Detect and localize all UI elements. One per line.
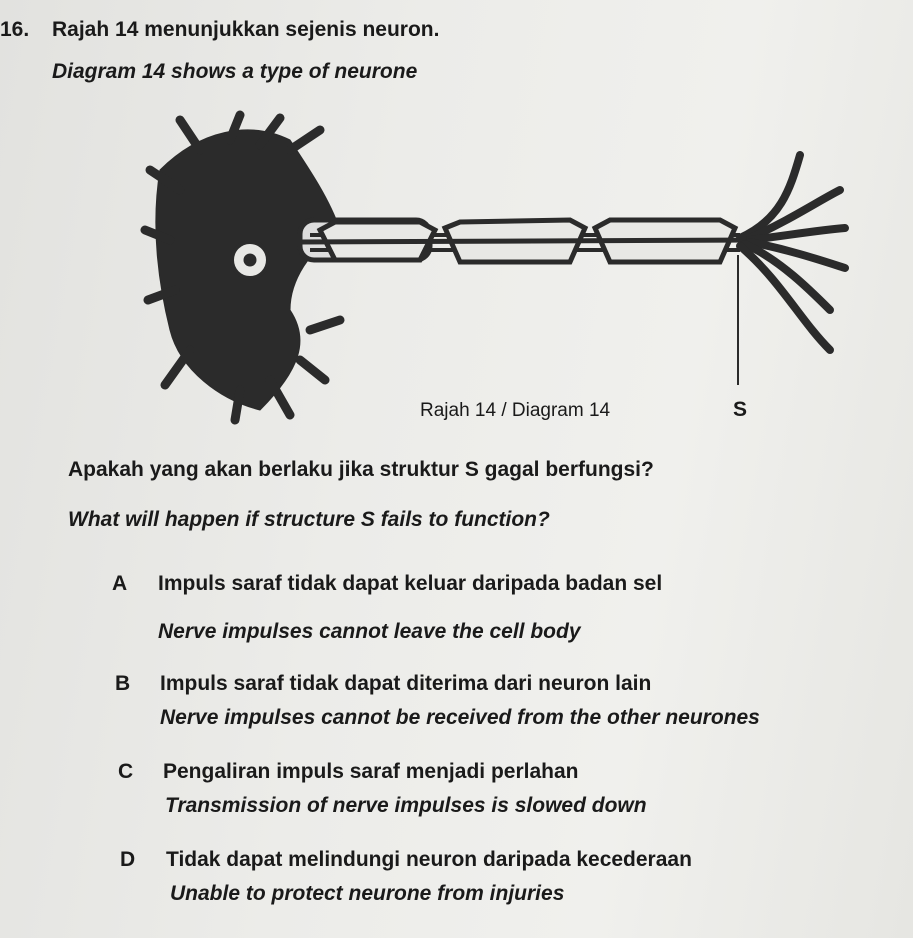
option-letter: D [120,848,136,871]
prompt-ms: Apakah yang akan berlaku jika struktur S gagal berfungsi? [68,458,654,481]
diagram-caption: Rajah 14 / Diagram 14 [420,400,611,421]
axon-terminals [740,155,845,350]
prompt-en: What will happen if structure S fails to function? [68,508,550,531]
option-text-en: Unable to protect neurone from injuries [170,882,565,905]
question-stem-ms: Rajah 14 menunjukkan sejenis neuron. [52,18,440,41]
label-s: S [733,398,748,421]
axon [300,240,760,242]
neuron-diagram [140,110,860,430]
question-number: 16. [0,18,30,41]
question-stem-en: Diagram 14 shows a type of neurone [52,60,418,83]
option-text-en: Nerve impulses cannot be received from the other neurones [160,706,760,729]
dendrites [145,115,340,420]
option-text-ms: Impuls saraf tidak dapat diterima dari neuron lain [160,672,652,695]
option-text-en: Nerve impulses cannot leave the cell body [158,620,581,643]
option-letter: A [112,572,128,595]
option-text-ms: Tidak dapat melindungi neuron daripada kecederaan [166,848,692,871]
option-text-ms: Impuls saraf tidak dapat keluar daripada badan sel [158,572,663,595]
option-text-en: Transmission of nerve impulses is slowed down [165,794,647,817]
option-text-ms: Pengaliran impuls saraf menjadi perlahan [163,760,579,783]
option-letter: B [115,672,131,695]
option-letter: C [118,760,134,783]
